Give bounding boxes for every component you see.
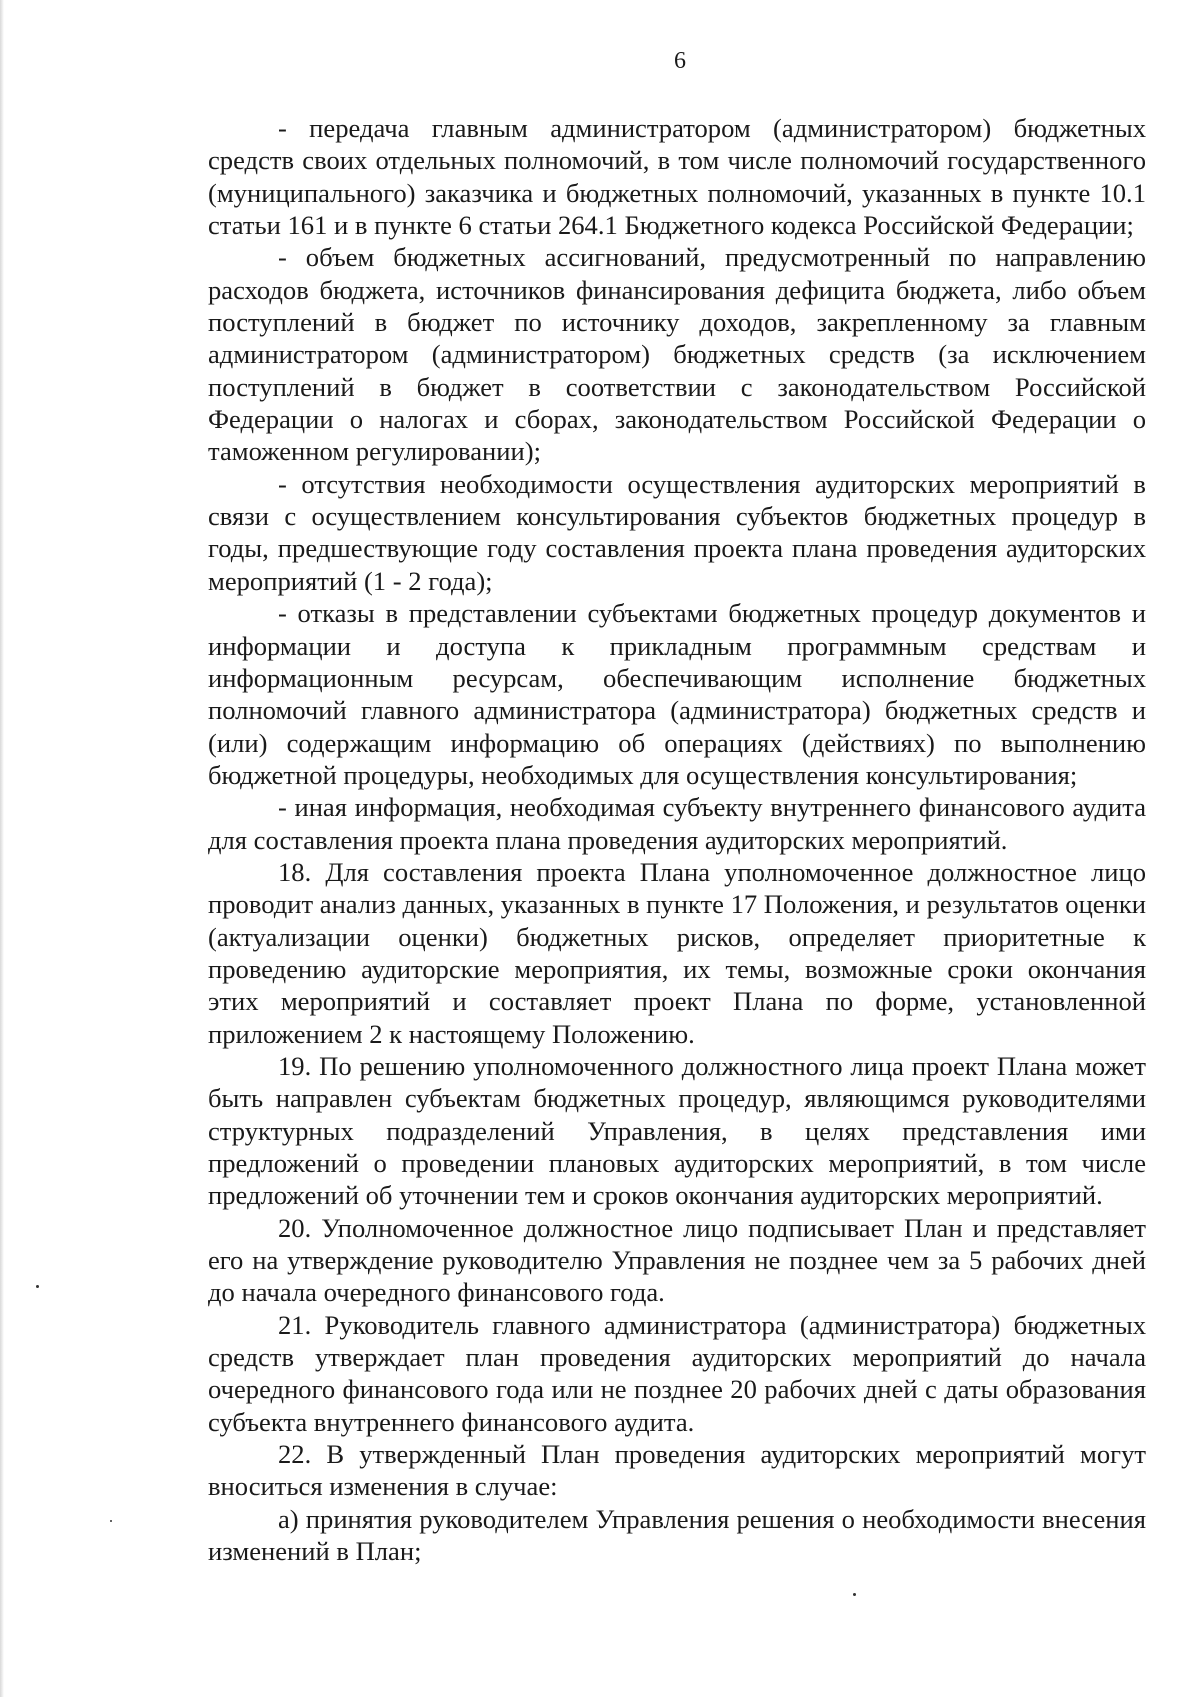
scan-edge — [0, 0, 4, 1697]
document-body — [208, 112, 1146, 1567]
scan-speck — [853, 1593, 856, 1596]
paragraph-delegation-of-powers: - передача главным администратором (администратором) бюджетных средств своих отдельных полномочий, в том числе полномочий государственного (муниципального) заказчика и бюджетных полномочий, указанных в пункте 10.1 статьи 161 и в пункте 6 статьи 264.1 Бюджетного кодекса Российской Федерации; — [208, 113, 1146, 241]
paragraph-no-audit-needed: - отсутствия необходимости осуществления аудиторских мероприятий в связи с осуществлением консультирования субъектов бюджетных процедур в годы, предшествующие году составления проекта плана проведения аудиторских мероприятий (1 - 2 года); — [208, 468, 1146, 596]
paragraph-item-22a: а) принятия руководителем Управления решения о необходимости внесения изменений в План; — [208, 1503, 1146, 1567]
scan-speck — [36, 1285, 39, 1288]
page-number: 6 — [674, 48, 686, 74]
paragraph-item-22: 22. В утвержденный План проведения аудиторских мероприятий могут вноситься изменения в случае: — [208, 1439, 1146, 1502]
paragraph-item-18: 18. Для составления проекта Плана уполномоченное должностное лицо проводит анализ данных, указанных в пункте 17 Положения, и результатов оценки (актуализации оценки) бюджетных рисков, определяет приоритетные к проведению аудиторские мероприятия, их темы, возможные сроки окончания этих мероприятий и составляет проект Плана по форме, установленной приложением 2 к настоящему Положению. — [208, 856, 1146, 1049]
paragraph-refusals: - отказы в представлении субъектами бюджетных процедур документов и информации и доступа к прикладным программным средствам и информационным ресурсам, обеспечивающим исполнение бюджетных полномочий главного администратора (администратора) бюджетных средств и (или) содержащим информацию об операциях (действиях) по выполнению бюджетной процедуры, необходимых для осуществления консультирования; — [208, 598, 1146, 790]
paragraph-item-19: 19. По решению уполномоченного должностного лица проект Плана может быть направлен субъектам бюджетных процедур, являющимся руководителями структурных подразделений Управления, в целях представления ими предложений о проведении плановых аудиторских мероприятий, в том числе предложений об уточнении тем и сроков окончания аудиторских мероприятий. — [208, 1050, 1146, 1211]
paragraph-budget-allocations: - объем бюджетных ассигнований, предусмотренный по направлению расходов бюджета, источников финансирования дефицита бюджета, либо объем поступлений в бюджет по источнику доходов, закрепленному за главным администратором (администратором) бюджетных средств (за исключением поступлений в бюджет в соответствии с законодательством Российской Федерации о налогах и сборах, законодательством Российской Федерации о таможенном регулировании); — [208, 242, 1146, 467]
paragraph-item-21: 21. Руководитель главного администратора (администратора) бюджетных средств утверждает план проведения аудиторских мероприятий до начала очередного финансового года или не позднее 20 рабочих дней с даты образования субъекта внутреннего финансового аудита. — [208, 1309, 1146, 1437]
paragraph-other-info: - иная информация, необходимая субъекту внутреннего финансового аудита для составления проекта плана проведения аудиторских мероприятий. — [208, 792, 1146, 855]
scan-speck — [110, 1520, 112, 1522]
paragraph-item-20: 20. Уполномоченное должностное лицо подписывает План и представляет его на утверждение руководителю Управления не позднее чем за 5 рабочих дней до начала очередного финансового года. — [208, 1212, 1146, 1308]
